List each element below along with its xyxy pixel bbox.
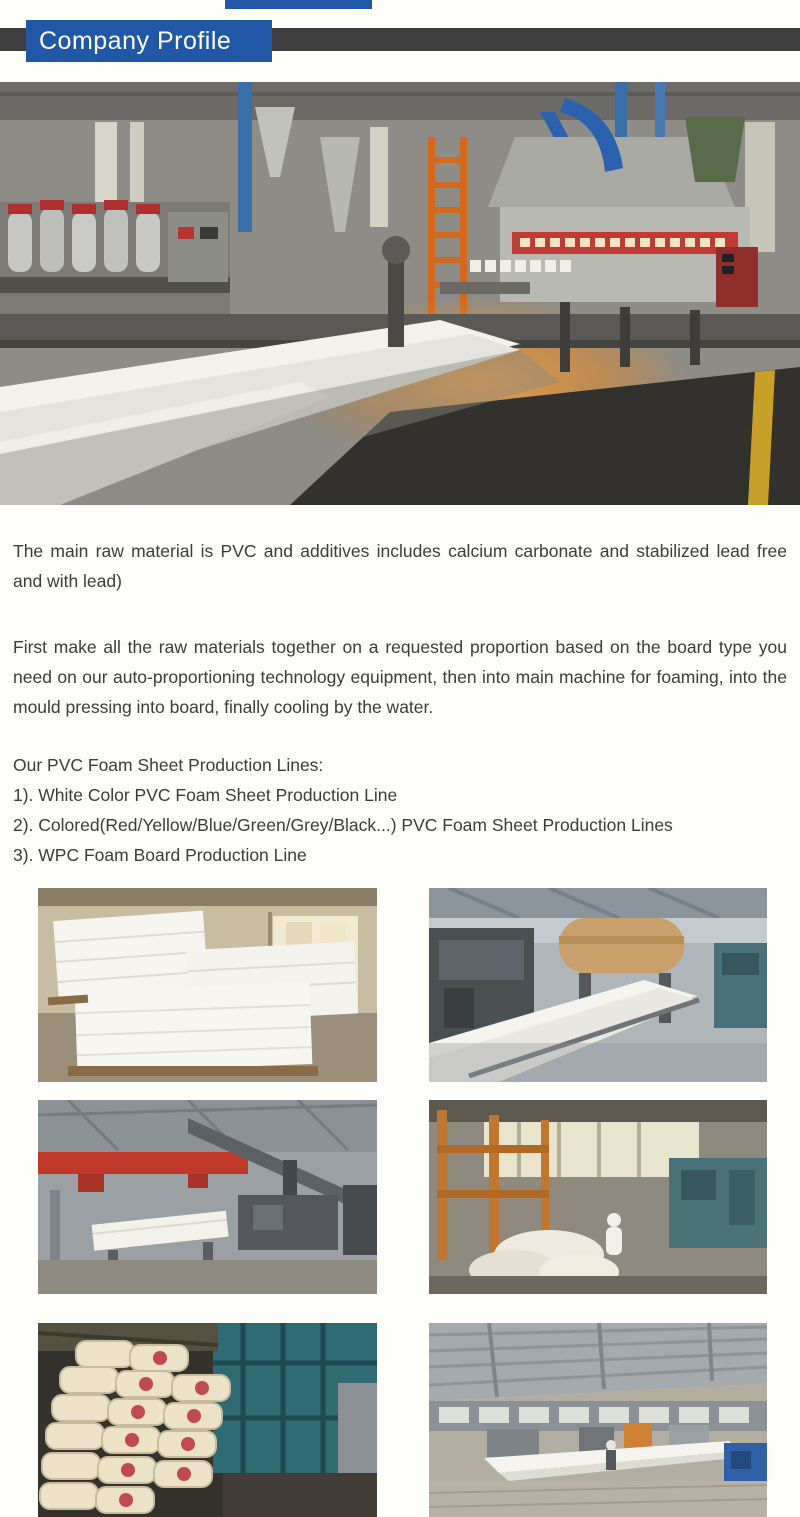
stacked-white-foam-boards-photo — [38, 888, 377, 1082]
paragraph-raw-material: The main raw material is PVC and additives includes calcium carbonate and stabilized lead free and with lead) — [13, 541, 787, 591]
pvc-foam-board-production-line-photo — [0, 82, 800, 505]
factory-floor-overview-photo — [429, 1323, 767, 1517]
section-header — [0, 0, 800, 62]
factory-photo-grid — [0, 888, 800, 1517]
list-item-3: 3). WPC Foam Board Production Line — [13, 845, 307, 865]
list-title: Our PVC Foam Sheet Production Lines: — [13, 755, 324, 775]
top-accent-bar — [225, 0, 372, 9]
paragraph-process: First make all the raw materials together on a requested proportion based on the board type you need on our auto-proportioning technology equipment, then into main machine for foaming, into the mould pressing into board, finally cooling by the water. — [13, 637, 787, 717]
warehouse-racks-and-bags-photo — [429, 1100, 767, 1294]
factory-aisle-red-crane-photo — [38, 1100, 377, 1294]
description-text — [0, 536, 800, 870]
list-item-2: 2). Colored(Red/Yellow/Blue/Green/Grey/Black...) PVC Foam Sheet Production Lines — [13, 815, 673, 835]
production-lines-list — [13, 750, 787, 870]
list-item-1: 1). White Color PVC Foam Sheet Production Line — [13, 785, 398, 805]
sheet-winding-roller-line-photo — [429, 888, 767, 1082]
raw-material-bags-stacked-photo — [38, 1323, 377, 1517]
section-title: Company Profile — [26, 20, 272, 62]
